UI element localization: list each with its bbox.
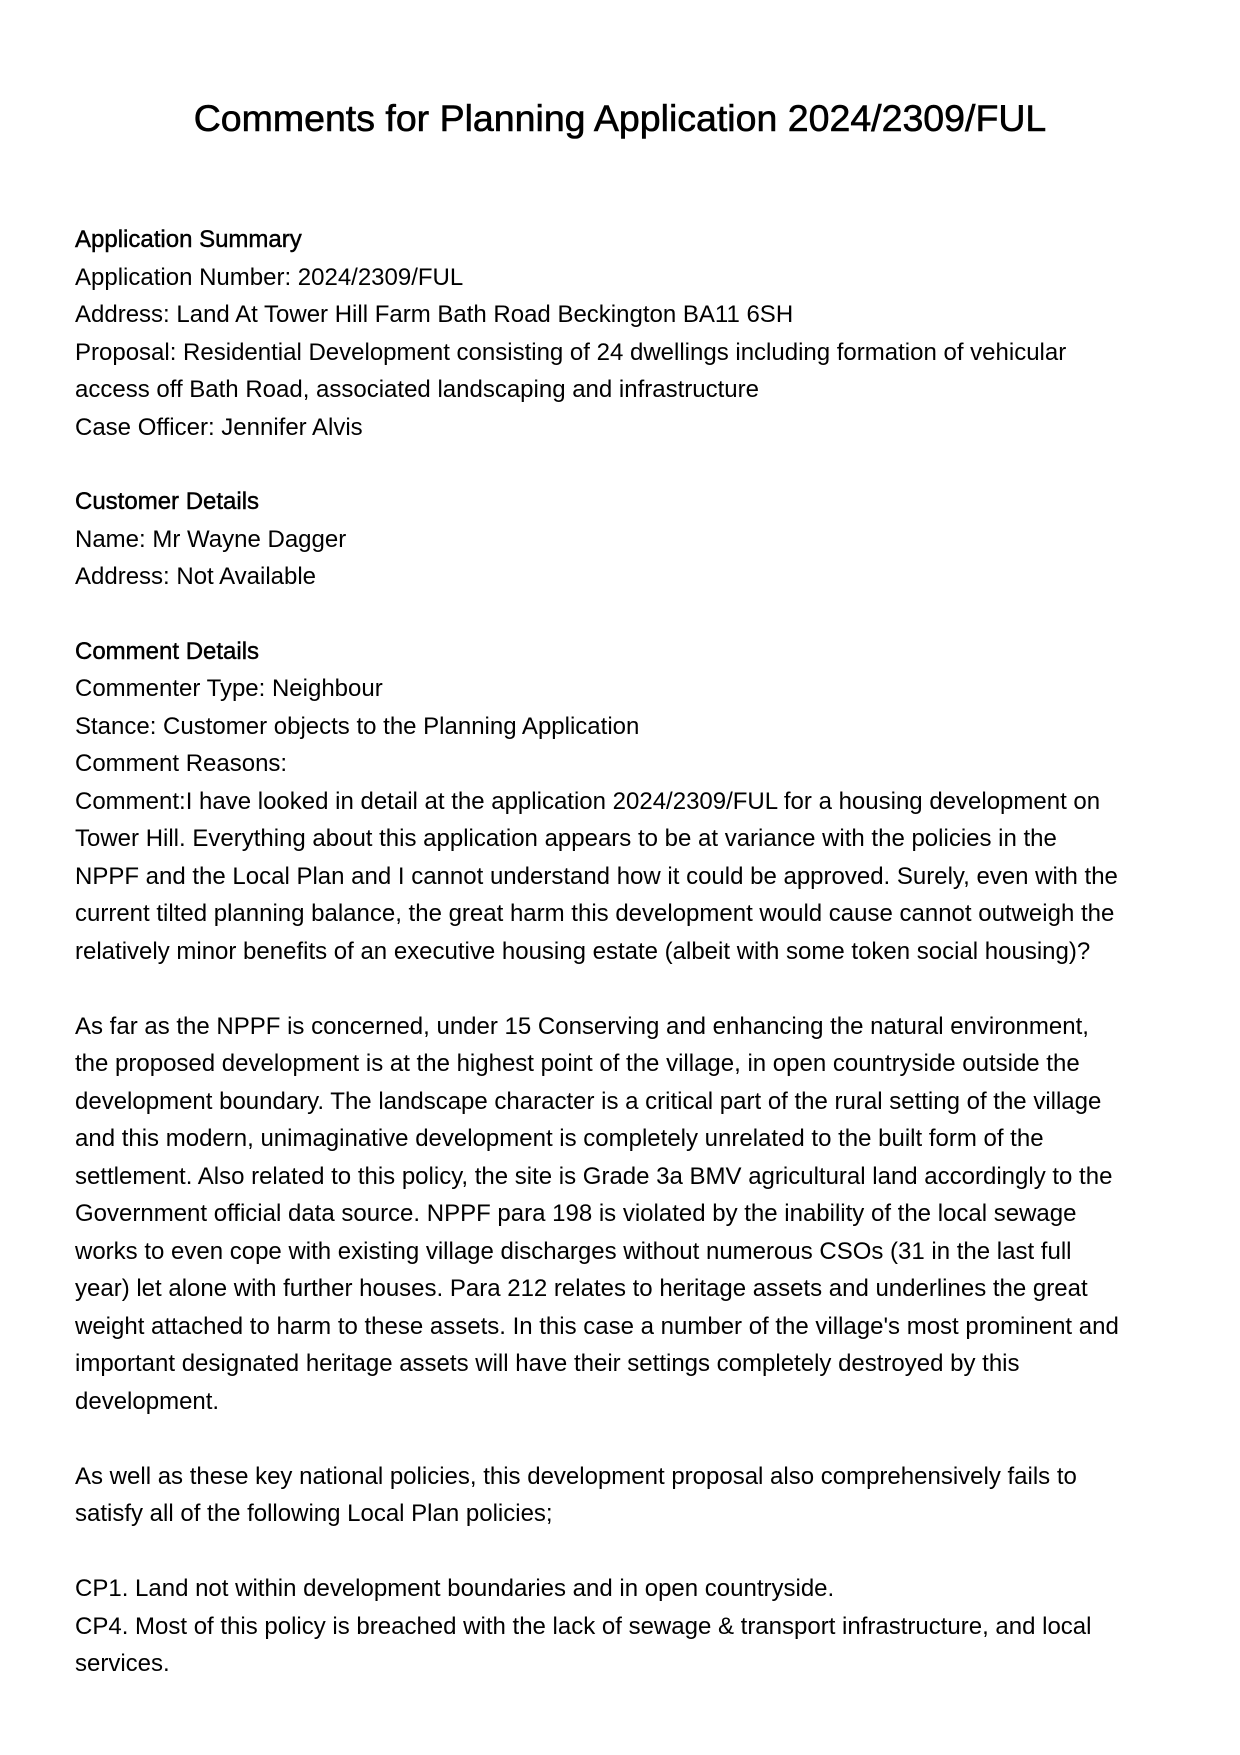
comment-paragraph-4: [75, 1570, 1185, 1683]
comment-line: As well as these key national policies, this development proposal also comprehensively fails to: [75, 1462, 1077, 1490]
page-title: Comments for Planning Application 2024/2309/FUL: [193, 97, 1047, 139]
comment-line: satisfy all of the following Local Plan policies;: [75, 1500, 553, 1527]
comment-details-section: [75, 633, 1185, 1683]
commenter-type: Commenter Type: Neighbour: [75, 675, 383, 702]
document-page: [75, 0, 1185, 1683]
application-number: Application Number: 2024/2309/FUL: [75, 263, 464, 291]
paragraph-spacer: [75, 970, 1185, 1008]
comment-reasons: Comment Reasons:: [75, 750, 288, 777]
comment-line: development boundary. The landscape character is a critical part of the rural setting of the village: [75, 1087, 1102, 1115]
comment-line: As far as the NPPF is concerned, under 15 Conserving and enhancing the natural environment,: [75, 1012, 1089, 1040]
application-summary-heading: Application Summary: [75, 226, 302, 253]
proposal-line: access off Bath Road, associated landscaping and infrastructure: [75, 376, 759, 403]
comment-line: settlement. Also related to this policy, the site is Grade 3a BMV agricultural land accordingly to the: [75, 1162, 1113, 1190]
stance: Stance: Customer objects to the Planning Application: [75, 712, 640, 740]
comment-line: services.: [75, 1650, 170, 1677]
comment-line: and this modern, unimaginative development is completely unrelated to the built form of the: [75, 1125, 1044, 1152]
paragraph-spacer: [75, 1533, 1185, 1571]
application-address: Address: Land At Tower Hill Farm Bath Road Beckington BA11 6SH: [75, 301, 794, 328]
comment-line: Tower Hill. Everything about this application appears to be at variance with the policies in the: [75, 825, 1057, 852]
customer-details-section: [75, 483, 1185, 596]
comment-paragraph-1: [75, 783, 1185, 971]
comment-line: current tilted planning balance, the great harm this development would cause cannot outweigh the: [75, 900, 1115, 927]
customer-details-heading: Customer Details: [75, 488, 260, 515]
comment-line: weight attached to harm to these assets. In this case a number of the village's most prominent and: [75, 1312, 1119, 1340]
comment-line: CP4. Most of this policy is breached with the lack of sewage & transport infrastructure, and local: [75, 1612, 1092, 1640]
comment-line: NPPF and the Local Plan and I cannot understand how it could be approved. Surely, even with the: [75, 862, 1118, 890]
comment-line: relatively minor benefits of an executive housing estate (albeit with some token social housing)?: [75, 937, 1091, 965]
comment-line: development.: [75, 1387, 220, 1415]
case-officer: Case Officer: Jennifer Alvis: [75, 413, 363, 441]
comment-line: important designated heritage assets will have their settings completely destroyed by this: [75, 1350, 1020, 1377]
comment-line: CP1. Land not within development boundaries and in open countryside.: [75, 1575, 835, 1602]
comment-line: year) let alone with further houses. Para 212 relates to heritage assets and underlines the great: [75, 1275, 1088, 1302]
comment-line: works to even cope with existing village discharges without numerous CSOs (31 in the last full: [75, 1237, 1072, 1265]
comment-details-heading: Comment Details: [75, 637, 260, 665]
customer-name: Name: Mr Wayne Dagger: [75, 525, 347, 553]
comment-paragraph-2: [75, 1008, 1185, 1421]
customer-address: Address: Not Available: [75, 563, 317, 590]
proposal-line: Proposal: Residential Development consisting of 24 dwellings including formation of vehicular: [75, 338, 1067, 366]
paragraph-spacer: [75, 1420, 1185, 1458]
comment-line: Government official data source. NPPF para 198 is violated by the inability of the local sewage: [75, 1200, 1077, 1227]
comment-line: the proposed development is at the highest point of the village, in open countryside outside the: [75, 1050, 1080, 1077]
application-summary-section: [75, 221, 1185, 446]
comment-paragraph-3: [75, 1458, 1185, 1533]
comment-line: Comment:I have looked in detail at the application 2024/2309/FUL for a housing development on: [75, 787, 1101, 815]
